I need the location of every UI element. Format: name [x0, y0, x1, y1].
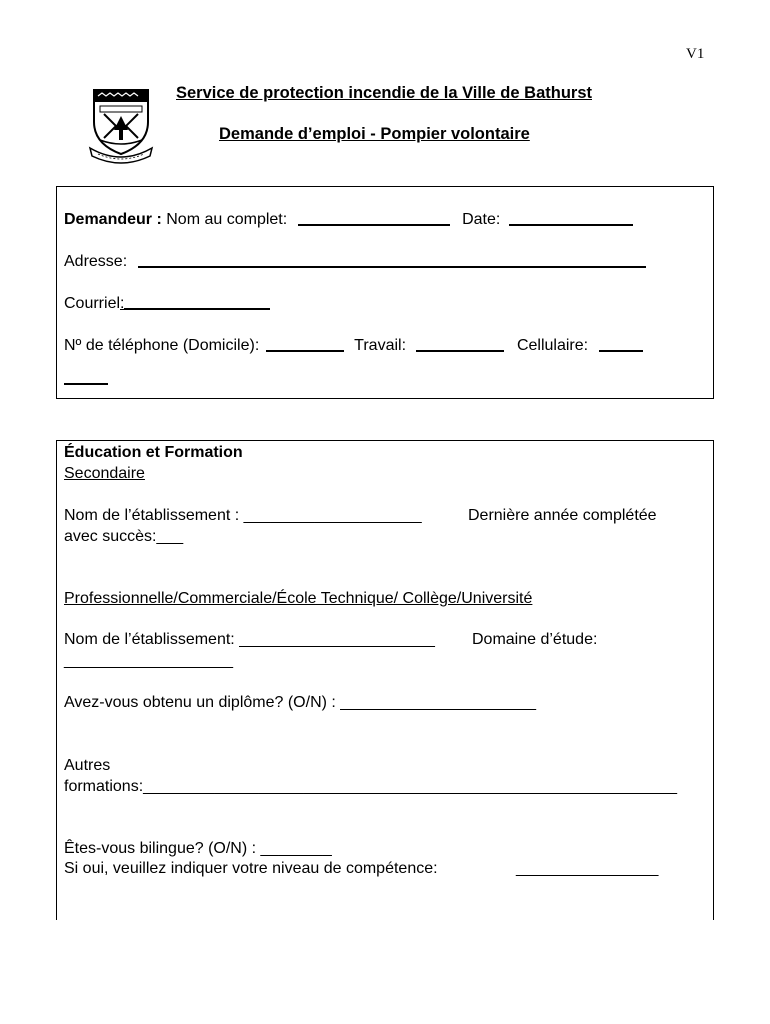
secondary-heading: Secondaire: [64, 465, 145, 482]
postsecondary-heading: Professionnelle/Commerciale/École Technique/ Collège/Université: [64, 590, 533, 607]
date-field[interactable]: [509, 222, 633, 226]
last-year-label: Dernière année complétée: [468, 507, 657, 524]
phone-work-field[interactable]: [416, 348, 504, 352]
phone-home-field[interactable]: [266, 348, 344, 352]
page-title: Service de protection incendie de la Ville de Bathurst: [176, 84, 592, 102]
address-label: Adresse:: [64, 253, 128, 270]
date-label: Date:: [462, 211, 501, 228]
applicant-label: Demandeur :: [64, 211, 162, 228]
email-label: Courriel: [64, 295, 121, 312]
competence-field[interactable]: ________________: [516, 860, 659, 877]
phone-work-label: Travail:: [354, 337, 407, 354]
email-field[interactable]: [124, 306, 270, 310]
phone-cell-label: Cellulaire:: [516, 337, 589, 354]
version-label: V1: [686, 46, 705, 62]
diploma-field[interactable]: Avez-vous obtenu un diplôme? (O/N) : ______________________: [64, 694, 537, 711]
postsecondary-school-field[interactable]: Nom de l’établissement: ______________________: [64, 631, 435, 648]
secondary-school-field[interactable]: Nom de l’établissement : ____________________: [64, 507, 422, 524]
other-training-label: Autres: [64, 757, 111, 774]
full-name-label: Nom au complet:: [166, 211, 288, 228]
competence-label: Si oui, veuillez indiquer votre niveau de compétence:: [64, 860, 438, 877]
address-field[interactable]: [138, 264, 646, 268]
phone-row: [64, 337, 643, 355]
full-name-row: [64, 211, 633, 229]
page-subtitle: Demande d’emploi - Pompier volontaire: [219, 125, 530, 143]
address-row: [64, 253, 646, 271]
education-heading: Éducation et Formation: [64, 444, 243, 461]
email-row: [64, 295, 270, 313]
field-of-study-label: Domaine d’étude:: [472, 631, 598, 648]
field-of-study-field[interactable]: ___________________: [64, 652, 234, 669]
phone-cell-field-cont[interactable]: [64, 381, 108, 385]
full-name-field[interactable]: [298, 222, 450, 226]
bilingual-field[interactable]: Êtes-vous bilingue? (O/N) : ________: [64, 840, 332, 857]
last-year-field[interactable]: avec succès:___: [64, 528, 184, 545]
phone-home-label: Nº de téléphone (Domicile):: [64, 337, 260, 354]
bathurst-crest-logo: [86, 82, 156, 164]
other-training-field[interactable]: formations:____________________________________________________________: [64, 778, 678, 795]
email-colon: :: [120, 295, 125, 312]
phone-cell-field[interactable]: [599, 348, 643, 352]
